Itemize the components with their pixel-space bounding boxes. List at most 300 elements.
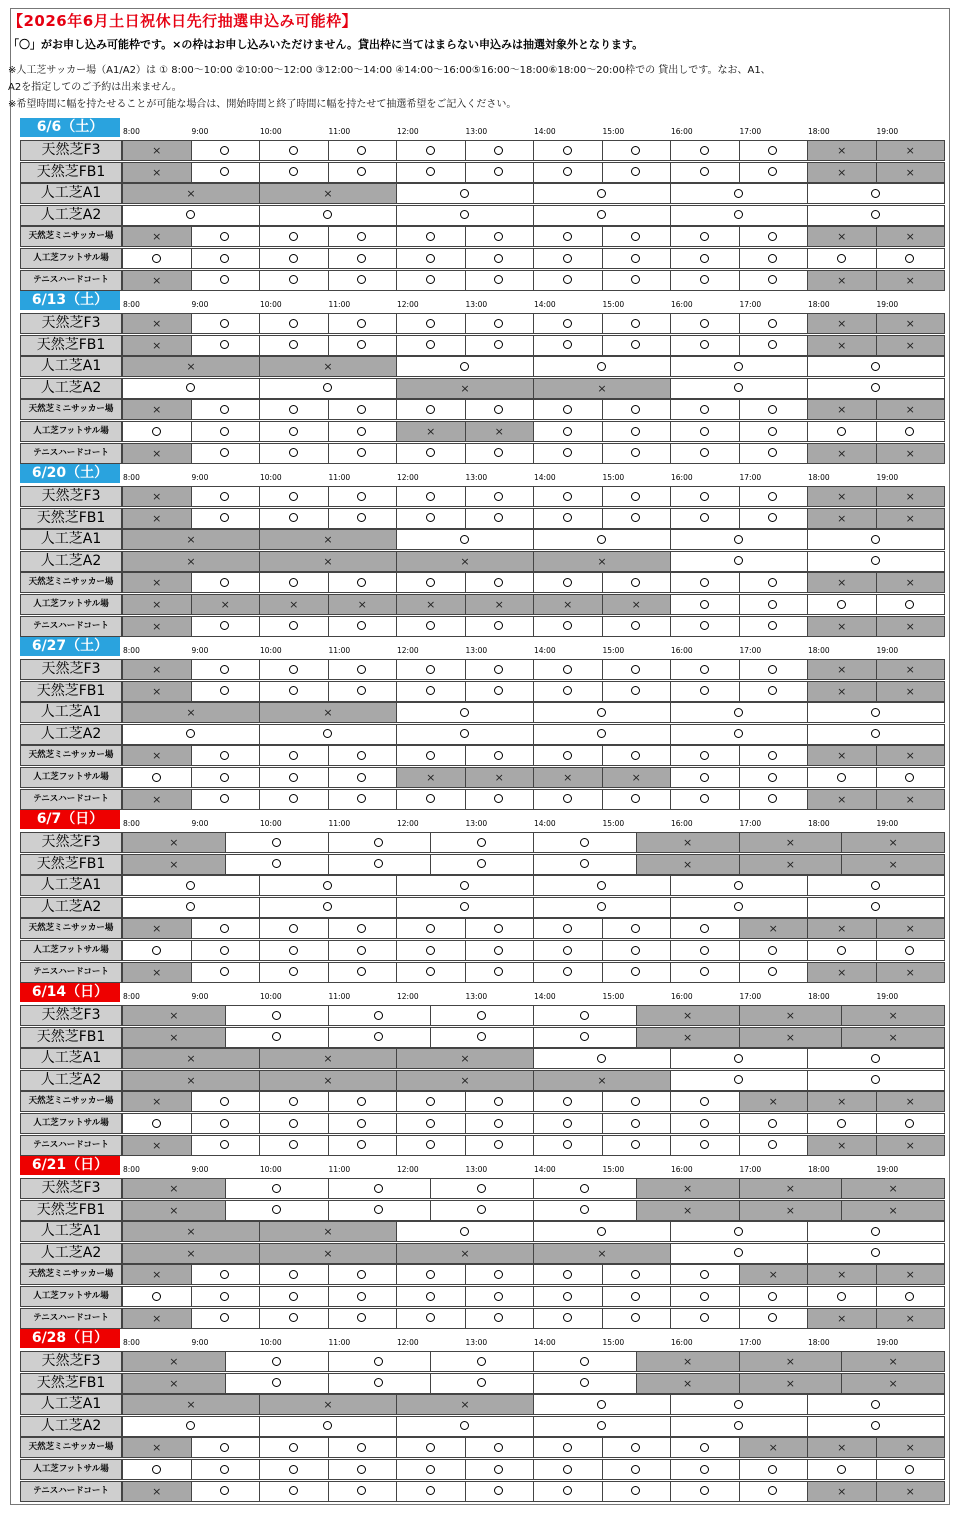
slot-unavailable: [807, 313, 877, 334]
slot-available: [876, 594, 946, 615]
slot-unavailable: [807, 508, 877, 529]
slot-available: [191, 681, 261, 702]
slot-available: [739, 572, 809, 593]
slot-unavailable: [122, 1481, 192, 1502]
slot-available: [807, 248, 877, 269]
slot-available: [602, 270, 672, 291]
slot-available: [328, 1135, 398, 1156]
circle-mark-icon: [289, 924, 298, 933]
slot-available: [259, 162, 329, 183]
cross-mark-icon: ×: [888, 1009, 898, 1022]
circle-mark-icon: [563, 1292, 572, 1301]
circle-mark-icon: [357, 1443, 366, 1452]
facility-a2-label: 人工芝A2: [20, 1243, 122, 1264]
circle-mark-icon: [871, 535, 880, 544]
circle-mark-icon: [768, 167, 777, 176]
circle-mark-icon: [580, 1032, 589, 1041]
facility-mini-soccer-label: 天然芝ミニサッカー場: [20, 1437, 122, 1458]
circle-mark-icon: [768, 946, 777, 955]
time-tick: 18:00: [808, 300, 830, 309]
slot-available: [465, 659, 535, 680]
cross-mark-icon: ×: [323, 1073, 333, 1087]
cross-mark-icon: ×: [152, 165, 162, 179]
circle-mark-icon: [768, 600, 777, 609]
cross-mark-icon: ×: [837, 490, 847, 503]
circle-mark-icon: [357, 946, 366, 955]
circle-mark-icon: [700, 1465, 709, 1474]
slot-unavailable: [636, 1178, 740, 1199]
circle-mark-icon: [905, 254, 914, 263]
slot-available: [739, 789, 809, 810]
slot-available: [430, 1027, 534, 1048]
circle-mark-icon: [563, 167, 572, 176]
slot-available: [465, 1286, 535, 1307]
slot-available: [396, 1308, 466, 1329]
slot-available: [602, 508, 672, 529]
circle-mark-icon: [477, 1184, 486, 1193]
circle-mark-icon: [220, 1443, 229, 1452]
slot-unavailable: [122, 681, 192, 702]
slot-available: [465, 486, 535, 507]
slot-unavailable: [122, 832, 226, 853]
circle-mark-icon: [289, 167, 298, 176]
circle-mark-icon: [426, 448, 435, 457]
cross-mark-icon: ×: [888, 836, 898, 849]
slot-available: [533, 205, 671, 226]
time-tick: 18:00: [808, 819, 830, 828]
slot-unavailable: [739, 1005, 843, 1026]
slot-available: [739, 508, 809, 529]
slot-unavailable: [122, 399, 192, 420]
cross-mark-icon: ×: [152, 663, 162, 676]
circle-mark-icon: [700, 621, 709, 630]
circle-mark-icon: [426, 405, 435, 414]
slot-unavailable: [807, 140, 877, 161]
circle-mark-icon: [734, 708, 743, 717]
circle-mark-icon: [631, 578, 640, 587]
slot-unavailable: [259, 594, 329, 615]
circle-mark-icon: [563, 427, 572, 436]
slot-unavailable: [122, 1070, 260, 1091]
slot-available: [876, 1459, 946, 1480]
slot-available: [430, 1200, 534, 1221]
circle-mark-icon: [289, 751, 298, 760]
circle-mark-icon: [220, 492, 229, 501]
cross-mark-icon: ×: [597, 381, 607, 395]
circle-mark-icon: [220, 1486, 229, 1495]
time-tick: 11:00: [328, 1165, 351, 1174]
circle-mark-icon: [494, 167, 503, 176]
circle-mark-icon: [289, 427, 298, 436]
date-badge: 6/28（日）: [20, 1329, 120, 1348]
slot-unavailable: [259, 529, 397, 550]
circle-mark-icon: [220, 1119, 229, 1128]
circle-mark-icon: [494, 1140, 503, 1149]
circle-mark-icon: [426, 146, 435, 155]
slot-available: [430, 1178, 534, 1199]
circle-mark-icon: [220, 621, 229, 630]
cross-mark-icon: ×: [631, 598, 641, 611]
slot-unavailable: [739, 832, 843, 853]
circle-mark-icon: [563, 1097, 572, 1106]
slot-available: [739, 940, 809, 961]
slot-available: [807, 1416, 945, 1437]
slot-available: [122, 940, 192, 961]
cross-mark-icon: ×: [169, 1030, 179, 1044]
time-tick: 11:00: [328, 473, 351, 482]
slot-unavailable: [876, 1437, 946, 1458]
circle-mark-icon: [563, 513, 572, 522]
facility-f3-label: 天然芝F3: [20, 1351, 122, 1372]
circle-mark-icon: [837, 946, 846, 955]
slot-available: [602, 745, 672, 766]
facility-mini-soccer-label: 天然芝ミニサッカー場: [20, 1091, 122, 1112]
circle-mark-icon: [597, 881, 606, 890]
slot-available: [259, 226, 329, 247]
circle-mark-icon: [494, 232, 503, 241]
slot-available: [465, 270, 535, 291]
slot-available: [602, 140, 672, 161]
slot-unavailable: [876, 508, 946, 529]
circle-mark-icon: [700, 405, 709, 414]
cross-mark-icon: ×: [169, 1376, 179, 1390]
circle-mark-icon: [871, 881, 880, 890]
cross-mark-icon: ×: [186, 1225, 196, 1239]
slot-available: [328, 940, 398, 961]
slot-available: [465, 226, 535, 247]
time-tick: 15:00: [602, 992, 625, 1001]
slot-unavailable: [122, 1178, 226, 1199]
slot-available: [465, 1437, 535, 1458]
circle-mark-icon: [837, 1119, 846, 1128]
slot-available: [602, 918, 672, 939]
time-tick: 8:00: [123, 1165, 140, 1174]
cross-mark-icon: ×: [460, 1246, 470, 1260]
slot-available: [739, 486, 809, 507]
circle-mark-icon: [426, 621, 435, 630]
date-badge: 6/6（土）: [20, 118, 120, 137]
slot-unavailable: [841, 1351, 945, 1372]
time-tick: 16:00: [671, 819, 693, 828]
circle-mark-icon: [357, 427, 366, 436]
circle-mark-icon: [374, 1184, 383, 1193]
slot-available: [259, 940, 329, 961]
circle-mark-icon: [768, 232, 777, 241]
slot-available: [259, 1113, 329, 1134]
slot-available: [396, 875, 534, 896]
slot-unavailable: [841, 1200, 945, 1221]
circle-mark-icon: [768, 254, 777, 263]
facility-f3-label: 天然芝F3: [20, 313, 122, 334]
cross-mark-icon: ×: [768, 922, 778, 936]
slot-unavailable: [739, 1091, 809, 1112]
circle-mark-icon: [631, 448, 640, 457]
facility-a1-label: 人工芝A1: [20, 183, 122, 204]
slot-available: [259, 1264, 329, 1285]
slot-unavailable: [876, 789, 946, 810]
circle-mark-icon: [871, 556, 880, 565]
circle-mark-icon: [631, 1443, 640, 1452]
slot-available: [396, 1113, 466, 1134]
circle-mark-icon: [905, 427, 914, 436]
slot-unavailable: [807, 335, 877, 356]
circle-mark-icon: [460, 210, 469, 219]
circle-mark-icon: [563, 232, 572, 241]
cross-mark-icon: ×: [905, 446, 915, 460]
slot-unavailable: [636, 1200, 740, 1221]
slot-available: [396, 313, 466, 334]
circle-mark-icon: [700, 427, 709, 436]
facility-futsal-label: 人工芝フットサル場: [20, 1286, 122, 1307]
circle-mark-icon: [323, 902, 332, 911]
slot-available: [670, 486, 740, 507]
circle-mark-icon: [460, 1227, 469, 1236]
cross-mark-icon: ×: [905, 144, 915, 157]
time-tick: 10:00: [260, 127, 282, 136]
cross-mark-icon: ×: [837, 1268, 847, 1282]
cross-mark-icon: ×: [837, 317, 847, 330]
slot-available: [191, 1286, 261, 1307]
circle-mark-icon: [220, 967, 229, 976]
slot-unavailable: [636, 832, 740, 853]
cross-mark-icon: ×: [683, 1030, 693, 1044]
slot-available: [602, 1091, 672, 1112]
slot-available: [739, 248, 809, 269]
slot-available: [602, 248, 672, 269]
slot-available: [191, 1308, 261, 1329]
circle-mark-icon: [426, 1270, 435, 1279]
slot-available: [259, 1286, 329, 1307]
time-tick: 10:00: [260, 1165, 282, 1174]
slot-available: [807, 1113, 877, 1134]
circle-mark-icon: [631, 1486, 640, 1495]
circle-mark-icon: [905, 1119, 914, 1128]
circle-mark-icon: [220, 427, 229, 436]
slot-available: [602, 486, 672, 507]
slot-available: [807, 421, 877, 442]
circle-mark-icon: [426, 665, 435, 674]
cross-mark-icon: ×: [460, 381, 470, 395]
slot-unavailable: [807, 789, 877, 810]
slot-available: [430, 832, 534, 853]
slot-available: [602, 421, 672, 442]
time-tick: 18:00: [808, 127, 830, 136]
slot-available: [739, 1113, 809, 1134]
slot-available: [396, 270, 466, 291]
slot-available: [328, 1373, 432, 1394]
circle-mark-icon: [871, 362, 880, 371]
slot-unavailable: [396, 594, 466, 615]
slot-available: [807, 702, 945, 723]
slot-available: [602, 313, 672, 334]
cross-mark-icon: ×: [905, 1095, 915, 1109]
slot-available: [670, 551, 808, 572]
circle-mark-icon: [700, 1270, 709, 1279]
slot-unavailable: [876, 918, 946, 939]
slot-available: [533, 1459, 603, 1480]
cross-mark-icon: ×: [768, 1441, 778, 1455]
circle-mark-icon: [220, 1313, 229, 1322]
slot-available: [602, 399, 672, 420]
slot-unavailable: [739, 1178, 843, 1199]
circle-mark-icon: [357, 773, 366, 782]
time-tick: 18:00: [808, 473, 830, 482]
facility-f3-label: 天然芝F3: [20, 1178, 122, 1199]
slot-available: [259, 1091, 329, 1112]
slot-available: [122, 378, 260, 399]
slot-available: [259, 421, 329, 442]
slot-unavailable: [807, 1135, 877, 1156]
slot-available: [328, 572, 398, 593]
circle-mark-icon: [426, 1119, 435, 1128]
slot-unavailable: [636, 854, 740, 875]
circle-mark-icon: [289, 319, 298, 328]
cross-mark-icon: ×: [169, 1009, 179, 1022]
slot-unavailable: [259, 1394, 397, 1415]
circle-mark-icon: [631, 1313, 640, 1322]
time-tick: 14:00: [534, 300, 556, 309]
circle-mark-icon: [700, 600, 709, 609]
cross-mark-icon: ×: [683, 1009, 693, 1022]
slot-available: [259, 378, 397, 399]
slot-available: [396, 572, 466, 593]
circle-mark-icon: [768, 1313, 777, 1322]
facility-a1-label: 人工芝A1: [20, 875, 122, 896]
cross-mark-icon: ×: [152, 792, 162, 806]
slot-available: [191, 399, 261, 420]
circle-mark-icon: [700, 340, 709, 349]
slot-available: [739, 140, 809, 161]
slot-available: [465, 1113, 535, 1134]
slot-available: [807, 529, 945, 550]
slot-available: [328, 1005, 432, 1026]
circle-mark-icon: [700, 1292, 709, 1301]
slot-unavailable: [396, 1048, 534, 1069]
slot-available: [533, 1048, 671, 1069]
circle-mark-icon: [494, 665, 503, 674]
cross-mark-icon: ×: [152, 144, 162, 157]
time-tick: 14:00: [534, 992, 556, 1001]
cross-mark-icon: ×: [169, 857, 179, 871]
time-tick: 12:00: [397, 819, 419, 828]
date-badge: 6/27（土）: [20, 637, 120, 656]
slot-available: [122, 875, 260, 896]
slot-unavailable: [122, 594, 192, 615]
slot-available: [465, 140, 535, 161]
slot-unavailable: [122, 962, 192, 983]
facility-tennis-label: テニスハードコート: [20, 616, 122, 637]
slot-available: [465, 335, 535, 356]
slot-available: [670, 1437, 740, 1458]
slot-available: [328, 962, 398, 983]
circle-mark-icon: [563, 319, 572, 328]
slot-unavailable: [807, 443, 877, 464]
slot-available: [602, 1459, 672, 1480]
slot-available: [670, 962, 740, 983]
circle-mark-icon: [186, 729, 195, 738]
circle-mark-icon: [426, 1486, 435, 1495]
facility-tennis-label: テニスハードコート: [20, 1135, 122, 1156]
cross-mark-icon: ×: [905, 317, 915, 330]
slot-available: [533, 681, 603, 702]
time-tick: 9:00: [191, 992, 209, 1001]
time-tick: 9:00: [191, 1338, 209, 1347]
slot-unavailable: [122, 1135, 192, 1156]
circle-mark-icon: [905, 946, 914, 955]
cross-mark-icon: ×: [323, 1052, 333, 1066]
circle-mark-icon: [768, 448, 777, 457]
circle-mark-icon: [768, 665, 777, 674]
circle-mark-icon: [494, 319, 503, 328]
time-tick: 10:00: [260, 300, 282, 309]
slot-available: [396, 1459, 466, 1480]
slot-unavailable: [122, 140, 192, 161]
cross-mark-icon: ×: [169, 1182, 179, 1195]
slot-unavailable: [396, 421, 466, 442]
circle-mark-icon: [631, 1292, 640, 1301]
circle-mark-icon: [186, 210, 195, 219]
circle-mark-icon: [563, 1119, 572, 1128]
circle-mark-icon: [871, 1054, 880, 1063]
circle-mark-icon: [563, 254, 572, 263]
slot-unavailable: [122, 918, 192, 939]
slot-unavailable: [807, 226, 877, 247]
slot-unavailable: [396, 767, 466, 788]
slot-available: [807, 183, 945, 204]
circle-mark-icon: [837, 600, 846, 609]
slot-available: [670, 1308, 740, 1329]
slot-available: [259, 659, 329, 680]
slot-available: [533, 356, 671, 377]
slot-available: [191, 1437, 261, 1458]
circle-mark-icon: [631, 1465, 640, 1474]
slot-unavailable: [328, 594, 398, 615]
circle-mark-icon: [289, 340, 298, 349]
slot-available: [533, 443, 603, 464]
slot-unavailable: [739, 918, 809, 939]
cross-mark-icon: ×: [785, 1355, 795, 1368]
slot-available: [670, 616, 740, 637]
date-badge: 6/13（土）: [20, 291, 120, 310]
facility-a2-label: 人工芝A2: [20, 205, 122, 226]
circle-mark-icon: [426, 492, 435, 501]
circle-mark-icon: [768, 1140, 777, 1149]
circle-mark-icon: [289, 1292, 298, 1301]
circle-mark-icon: [494, 1443, 503, 1452]
slot-available: [739, 659, 809, 680]
circle-mark-icon: [631, 1140, 640, 1149]
slot-available: [533, 140, 603, 161]
slot-available: [533, 659, 603, 680]
circle-mark-icon: [220, 340, 229, 349]
circle-mark-icon: [357, 1140, 366, 1149]
facility-a2-label: 人工芝A2: [20, 378, 122, 399]
circle-mark-icon: [477, 859, 486, 868]
circle-mark-icon: [426, 686, 435, 695]
date-badge: 6/14（日）: [20, 983, 120, 1002]
circle-mark-icon: [494, 1292, 503, 1301]
slot-available: [670, 1113, 740, 1134]
circle-mark-icon: [289, 1270, 298, 1279]
slot-available: [328, 616, 398, 637]
slot-available: [465, 1308, 535, 1329]
cross-mark-icon: ×: [785, 836, 795, 849]
slot-available: [396, 918, 466, 939]
circle-mark-icon: [477, 838, 486, 847]
circle-mark-icon: [905, 773, 914, 782]
slot-available: [533, 1437, 603, 1458]
slot-available: [225, 1005, 329, 1026]
